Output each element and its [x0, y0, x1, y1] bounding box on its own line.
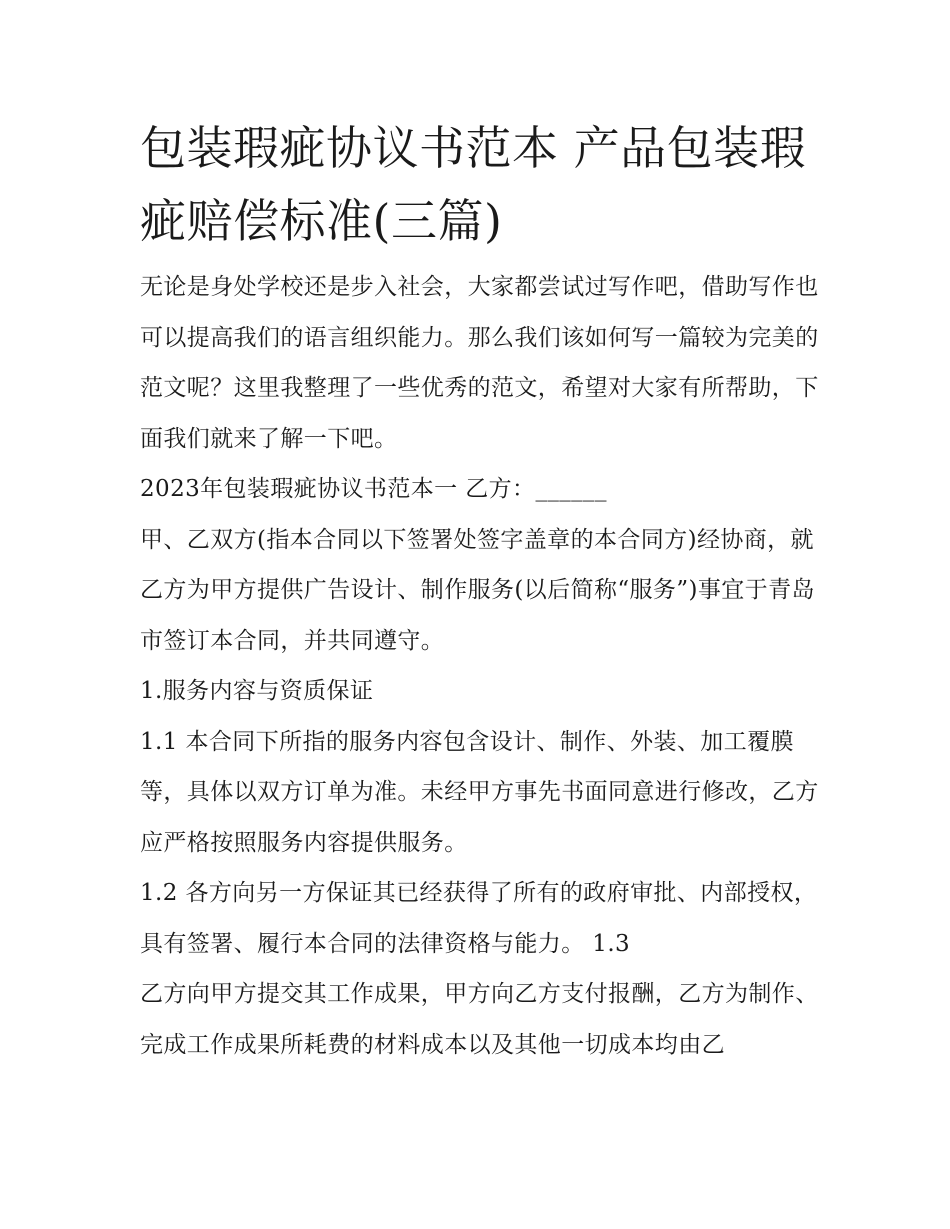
clause-1-3: 乙方向甲方提交其工作成果，甲方向乙方支付报酬，乙方为制作、完成工作成果所耗费的材料成本以及其他一切成本均由乙 [140, 981, 819, 1058]
intro-paragraph: 无论是身处学校还是步入社会，大家都尝试过写作吧，借助写作也可以提高我们的语言组织能力。那么我们该如何写一篇较为完美的范文呢？这里我整理了一些优秀的范文，希望对大家有所帮助，下面我们就来了解一下吧。 [140, 274, 819, 452]
clause-heading: 1.服务内容与资质保证 [140, 678, 374, 704]
document-page [140, 112, 820, 1070]
agreement-paragraph: 甲、乙双方(指本合同以下签署处签字盖章的本合同方)经协商，就乙方为甲方提供广告设计、制作服务(以后简称“服务”)事宜于青岛市签订本合同，并共同遵守。 [140, 526, 815, 654]
section-heading: 2023年包装瑕疵协议书范本一 乙方：______ [140, 476, 607, 502]
clause-1-1: 1.1 本合同下所指的服务内容包含设计、制作、外装、加工覆膜等，具体以双方订单为准。未经甲方事先书面同意进行修改，乙方应严格按照服务内容提供服务。 [140, 728, 819, 856]
document-title: 包装瑕疵协议书范本 产品包装瑕疵赔偿标准(三篇) [140, 121, 807, 248]
clause-1-2: 1.2 各方向另一方保证其已经获得了所有的政府审批、内部授权，具有签署、履行本合同的法律资格与能力。 1.3 [140, 880, 818, 957]
